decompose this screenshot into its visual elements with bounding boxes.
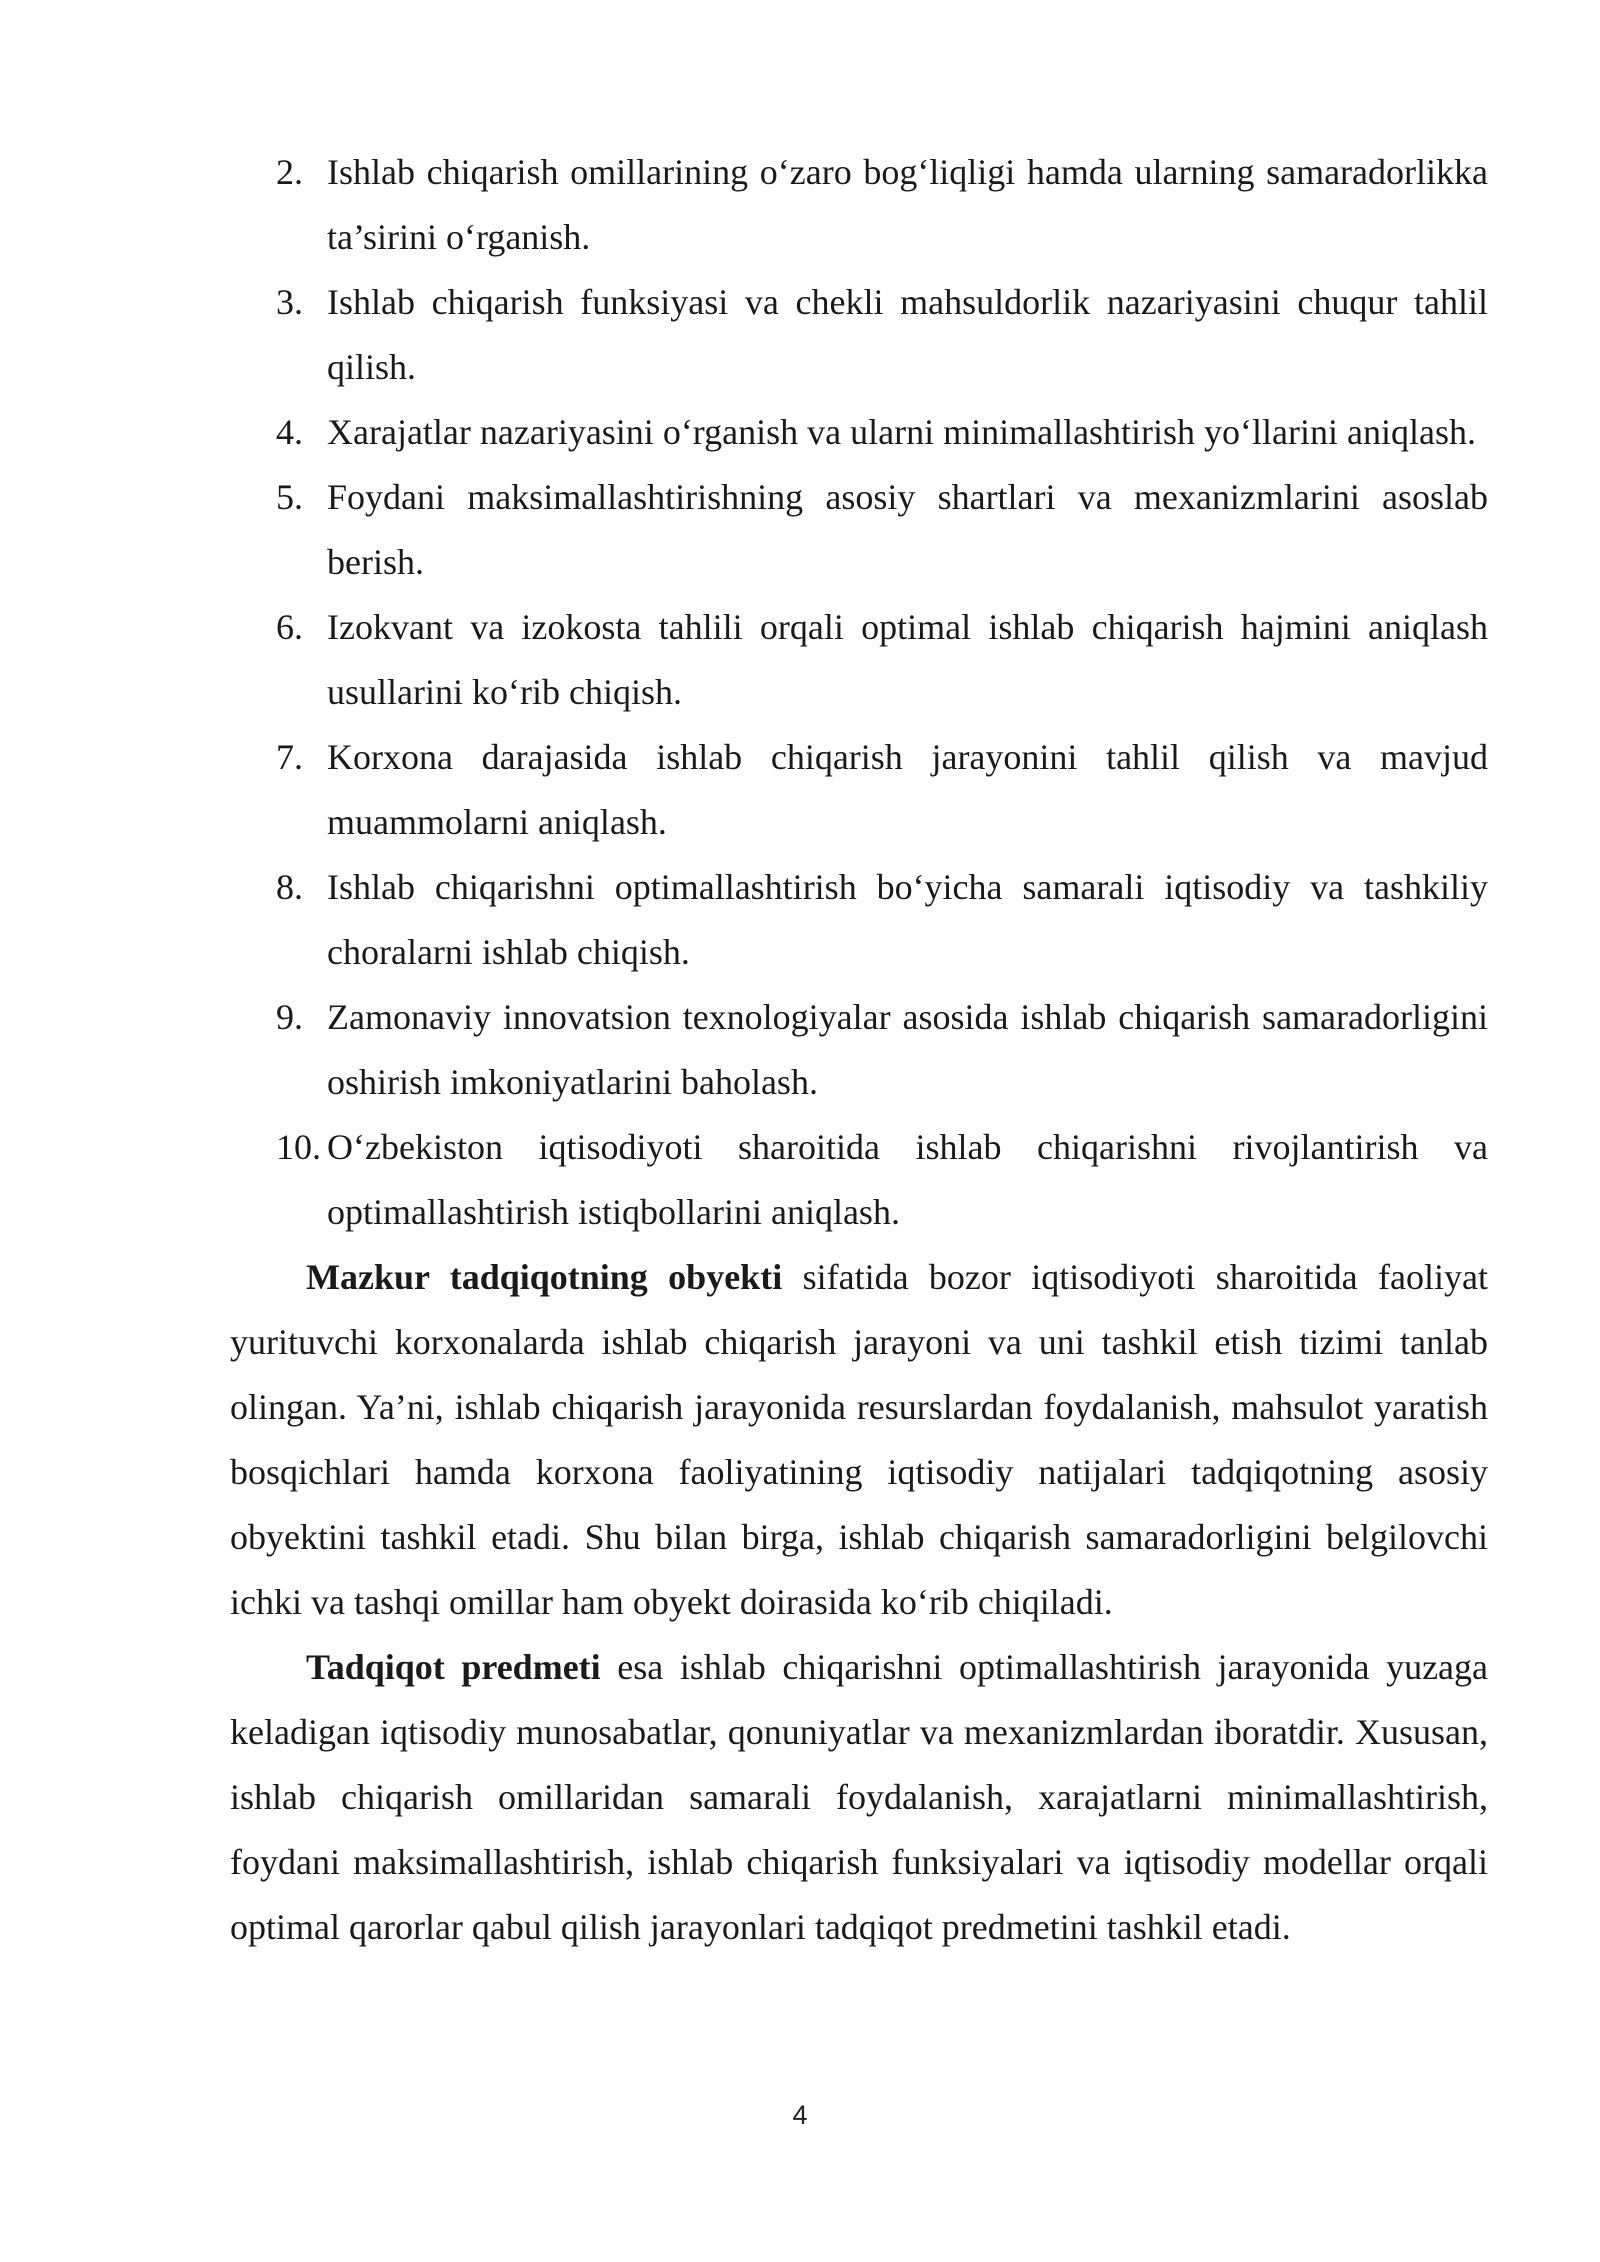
list-item: [230, 140, 1488, 270]
page-content: [230, 140, 1488, 1960]
list-item-number: 10.: [276, 1127, 321, 1167]
list-item: [230, 725, 1488, 855]
list-item: [230, 465, 1488, 595]
list-item: [230, 1115, 1488, 1245]
list-item-number: 8.: [276, 867, 303, 907]
list-item: [230, 985, 1488, 1115]
research-object-heading: Mazkur tadqiqotning obyekti: [306, 1257, 783, 1297]
list-item-number: 4.: [276, 412, 303, 452]
list-item: [230, 270, 1488, 400]
list-item-number: 2.: [276, 152, 303, 192]
paragraph-research-subject: [230, 1635, 1488, 1960]
list-item-number: 7.: [276, 737, 303, 777]
list-item-text: Ishlab chiqarish omillarining o‘zaro bog‘liqligi hamda ularning samaradorlikka ta’sirini o‘rganish.: [327, 152, 1488, 257]
list-item: [230, 400, 1488, 465]
list-item-text: Korxona darajasida ishlab chiqarish jarayonini tahlil qilish va mavjud muammolarni aniqlash.: [327, 737, 1488, 842]
objectives-list: [230, 140, 1488, 1245]
list-item-text: Zamonaviy innovatsion texnologiyalar asosida ishlab chiqarish samaradorligini oshirish imkoniyatlarini baholash.: [327, 997, 1488, 1102]
list-item-text: Ishlab chiqarishni optimallashtirish bo‘yicha samarali iqtisodiy va tashkiliy choralarni ishlab chiqish.: [327, 867, 1488, 972]
page-number: 4: [792, 2100, 808, 2130]
paragraph-research-object: [230, 1245, 1488, 1635]
list-item-text: Foydani maksimallashtirishning asosiy shartlari va mexanizmlarini asoslab berish.: [327, 477, 1488, 582]
list-item-number: 6.: [276, 607, 303, 647]
research-object-text: sifatida bozor iqtisodiyoti sharoitida faoliyat yurituvchi korxonalarda ishlab chiqarish jarayoni va uni tashkil etish tizimi tanlab olingan. Ya’ni, ishlab chiqarish jarayonida resurslardan foydalanish, mahsulot yaratish bosqichlari hamda korxona faoliyatining iqtisodiy natijalari tadqiqotning asosiy obyektini tashkil etadi. Shu bilan birga, ishlab chiqarish samaradorligini belgilovchi ichki va tashqi omillar ham obyekt doirasida ko‘rib chiqiladi.: [230, 1257, 1488, 1622]
list-item-text: O‘zbekiston iqtisodiyoti sharoitida ishlab chiqarishni rivojlantirish va optimallashtirish istiqbollarini aniqlash.: [327, 1127, 1488, 1232]
list-item-number: 9.: [276, 997, 303, 1037]
list-item: [230, 595, 1488, 725]
list-item-text: Izokvant va izokosta tahlili orqali optimal ishlab chiqarish hajmini aniqlash usullarini ko‘rib chiqish.: [327, 607, 1488, 712]
research-subject-text: esa ishlab chiqarishni optimallashtirish jarayonida yuzaga keladigan iqtisodiy munosabatlar, qonuniyatlar va mexanizmlardan iboratdir. Xususan, ishlab chiqarish omillaridan samarali foydalanish, xarajatlarni minimallashtirish, foydani maksimallashtirish, ishlab chiqarish funksiyalari va iqtisodiy modellar orqali optimal qarorlar qabul qilish jarayonlari tadqiqot predmetini tashkil etadi.: [230, 1647, 1488, 1947]
list-item-text: Ishlab chiqarish funksiyasi va chekli mahsuldorlik nazariyasini chuqur tahlil qilish.: [327, 282, 1488, 387]
list-item-number: 5.: [276, 477, 303, 517]
list-item-number: 3.: [276, 282, 303, 322]
research-subject-heading: Tadqiqot predmeti: [306, 1647, 601, 1687]
list-item: [230, 855, 1488, 985]
list-item-text: Xarajatlar nazariyasini o‘rganish va ularni minimallashtirish yo‘llarini aniqlash.: [327, 412, 1476, 452]
